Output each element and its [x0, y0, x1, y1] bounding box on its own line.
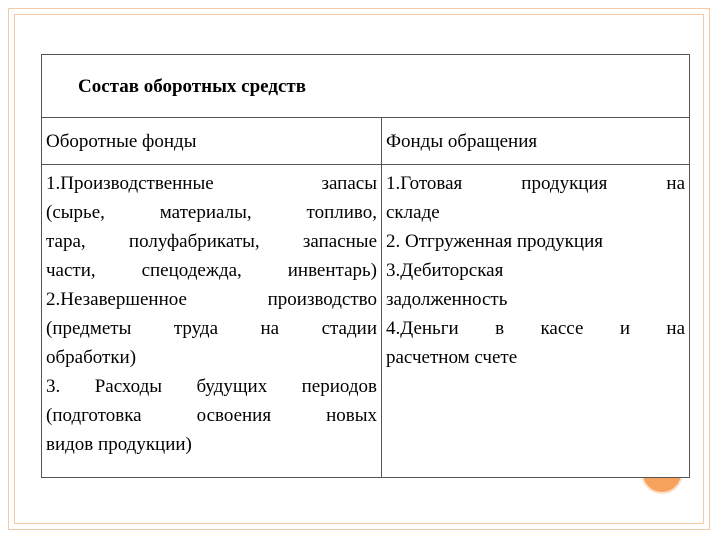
- left-line: (подготовка освоения новых: [46, 405, 377, 426]
- composition-table: [41, 54, 690, 478]
- circulation-funds-list: [382, 165, 690, 478]
- header-circulation-funds: Фонды обращения: [382, 118, 690, 165]
- left-line: 1.Производственные запасы: [46, 173, 377, 194]
- header-row: [42, 118, 690, 165]
- left-line: части, спецодежда, инвентарь): [46, 260, 377, 281]
- title-cell: [42, 55, 690, 118]
- right-line: расчетном счете: [386, 347, 518, 368]
- right-line: 1.Готовая продукция на: [386, 173, 686, 194]
- right-line: 3.Дебиторская: [386, 260, 504, 281]
- right-line: складе: [386, 202, 440, 223]
- table-title: Состав оборотных средств: [78, 75, 306, 97]
- content-row: [42, 165, 690, 478]
- right-line: 2. Отгруженная продукция: [386, 231, 603, 252]
- left-line: обработки): [46, 347, 137, 368]
- header-circulating-funds: Оборотные фонды: [42, 118, 382, 165]
- title-row: [42, 55, 690, 118]
- left-line: (сырье, материалы, топливо,: [46, 202, 377, 223]
- circulating-funds-list: [42, 165, 382, 478]
- left-line: 2.Незавершенное производство: [46, 289, 377, 310]
- left-line: 3. Расходы будущих периодов: [46, 376, 377, 397]
- left-line: тара, полуфабрикаты, запасные: [46, 231, 377, 252]
- left-line: (предметы труда на стадии: [46, 318, 377, 339]
- left-line: видов продукции): [46, 434, 192, 455]
- right-line: 4.Деньги в кассе и на: [386, 318, 686, 339]
- right-line: задолженность: [386, 289, 508, 310]
